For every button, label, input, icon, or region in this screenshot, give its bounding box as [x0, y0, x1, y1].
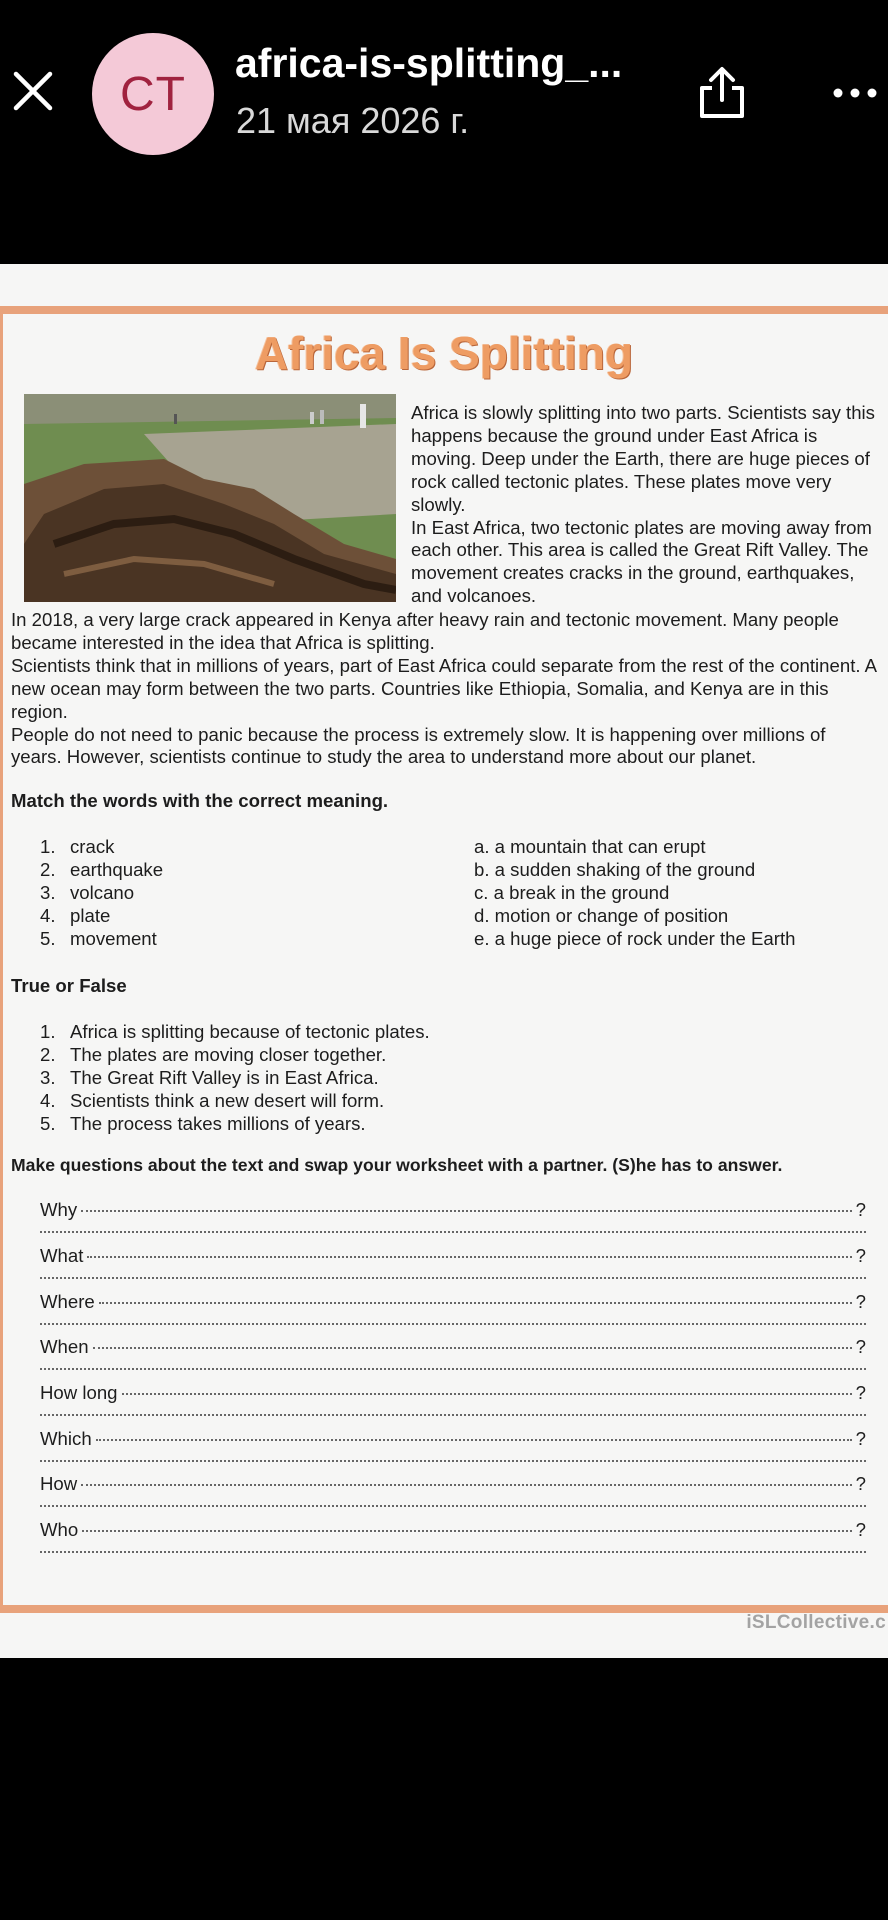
list-item	[40, 881, 420, 904]
question-mark: ?	[855, 1428, 866, 1449]
question-line-how	[40, 1473, 866, 1497]
question-mark: ?	[855, 1336, 866, 1357]
item-text: The process takes millions of years.	[70, 1113, 366, 1134]
answer-dots	[82, 1530, 851, 1532]
question-mark: ?	[855, 1291, 866, 1312]
worksheet-title: Africa Is Splitting	[254, 327, 634, 379]
item-number: 4.	[40, 1090, 56, 1111]
rift-crack-photo	[24, 394, 396, 602]
paragraph-2: In East Africa, two tectonic plates are moving away from each other. This area is called the Great Rift Valley. The movement creates cracks in the ground, earthquakes, and volcanoes.	[411, 516, 872, 607]
true-false-list	[40, 1020, 740, 1135]
more-icon[interactable]	[830, 78, 880, 108]
dotted-line	[40, 1368, 866, 1370]
list-item	[40, 1089, 740, 1112]
question-line-why	[40, 1199, 866, 1223]
question-mark: ?	[855, 1473, 866, 1494]
answer-dots	[81, 1484, 851, 1486]
question-line-how-long	[40, 1382, 866, 1406]
item-text: earthquake	[70, 859, 164, 880]
item-text: crack	[70, 836, 115, 857]
list-item: c. a break in the ground	[474, 882, 670, 903]
answer-dots	[81, 1210, 851, 1212]
file-title: africa-is-splitting_...	[235, 40, 623, 86]
item-text: plate	[70, 905, 111, 926]
paragraph-3: In 2018, a very large crack appeared in Kenya after heavy rain and tectonic movement. Many people became interested in the idea that Africa is splitting.	[11, 609, 839, 653]
list-item	[40, 1043, 740, 1066]
list-item: b. a sudden shaking of the ground	[474, 859, 756, 880]
question-line-where	[40, 1291, 866, 1315]
list-item	[40, 904, 420, 927]
avatar[interactable]: CT	[92, 33, 214, 155]
item-number: 2.	[40, 1044, 56, 1065]
dotted-line	[40, 1231, 866, 1233]
item-text: movement	[70, 928, 157, 949]
question-mark: ?	[855, 1245, 866, 1266]
dotted-line	[40, 1505, 866, 1507]
item-text: The Great Rift Valley is in East Africa.	[70, 1067, 379, 1088]
item-text: Africa is splitting because of tectonic plates.	[70, 1021, 430, 1042]
list-item	[40, 1066, 740, 1089]
item-number: 3.	[40, 1067, 56, 1088]
question-word: Where	[40, 1291, 95, 1312]
paragraph-5: People do not need to panic because the process is extremely slow. It is happening over millions of years. However, scientists continue to study the area to understand more about our planet.	[11, 723, 826, 768]
list-item	[40, 927, 420, 950]
answer-dots	[93, 1347, 852, 1349]
true-false-heading: True or False	[11, 975, 127, 996]
item-number: 5.	[40, 1113, 56, 1134]
question-word: Which	[40, 1428, 92, 1449]
question-word: Why	[40, 1199, 78, 1220]
page-border-top	[0, 306, 888, 314]
item-text: Scientists think a new desert will form.	[70, 1090, 385, 1111]
list-item	[40, 1020, 740, 1043]
list-item: a. a mountain that can erupt	[474, 836, 706, 857]
match-meaning-list	[474, 835, 874, 950]
body-text	[11, 609, 879, 769]
paragraph-4: Scientists think that in millions of years, part of East Africa could separate from the rest of the continent. A new ocean may form between the two parts. Countries like Ethiopia, Somalia, and Kenya are in this region.	[11, 654, 877, 722]
answer-dots	[99, 1302, 852, 1304]
questions-heading: Make questions about the text and swap your worksheet with a partner. (S)he has to answer.	[11, 1155, 783, 1175]
question-word: Who	[40, 1519, 79, 1540]
share-icon[interactable]	[694, 64, 750, 122]
file-date: 21 мая 2026 г.	[236, 100, 470, 141]
paragraph-1: Africa is slowly splitting into two parts. Scientists say this happens because the ground under East Africa is moving. Deep under the Earth, there are huge pieces of rock called tectonic plates. These plates move very slowly.	[411, 402, 875, 515]
question-word: When	[40, 1336, 89, 1357]
close-icon[interactable]	[6, 62, 60, 116]
question-mark: ?	[855, 1519, 866, 1540]
dotted-line	[40, 1323, 866, 1325]
answer-dots	[87, 1256, 851, 1258]
match-word-list	[40, 835, 420, 950]
list-item: d. motion or change of position	[474, 905, 729, 926]
item-number: 4.	[40, 905, 56, 926]
item-number: 5.	[40, 928, 56, 949]
item-number: 3.	[40, 882, 56, 903]
item-number: 2.	[40, 859, 56, 880]
watermark-text: iSLCollective.c	[746, 1612, 886, 1633]
question-line-what	[40, 1245, 866, 1269]
intro-text	[411, 402, 881, 608]
item-text: The plates are moving closer together.	[70, 1044, 387, 1065]
list-item	[40, 858, 420, 881]
dotted-line	[40, 1460, 866, 1462]
question-mark: ?	[855, 1382, 866, 1403]
question-line-which	[40, 1428, 866, 1452]
question-word: How long	[40, 1382, 118, 1403]
page-border-left	[0, 306, 3, 1611]
item-number: 1.	[40, 836, 56, 857]
question-word: How	[40, 1473, 78, 1494]
match-heading: Match the words with the correct meaning.	[11, 790, 389, 811]
question-word: What	[40, 1245, 84, 1266]
list-item: e. a huge piece of rock under the Earth	[474, 928, 796, 949]
answer-dots	[122, 1393, 852, 1395]
dotted-line	[40, 1551, 866, 1553]
dotted-line	[40, 1414, 866, 1416]
dotted-line	[40, 1277, 866, 1279]
item-text: volcano	[70, 882, 135, 903]
answer-dots	[96, 1439, 852, 1441]
worksheet-page[interactable]	[0, 264, 888, 1658]
question-line-who	[40, 1519, 866, 1543]
item-number: 1.	[40, 1021, 56, 1042]
question-line-when	[40, 1336, 866, 1360]
viewer-header	[0, 0, 888, 264]
question-mark: ?	[855, 1199, 866, 1220]
list-item	[40, 835, 420, 858]
list-item	[40, 1112, 740, 1135]
